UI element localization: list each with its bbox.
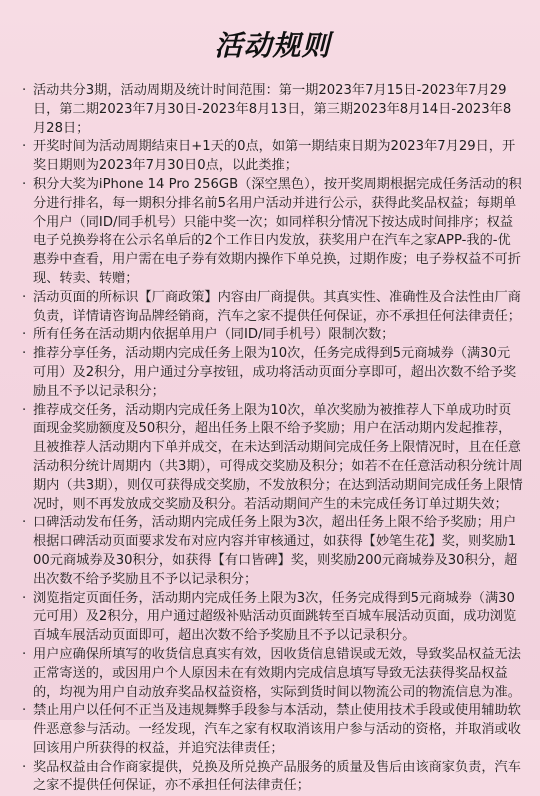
rule-item [22, 345, 523, 401]
bullet-icon: · [22, 327, 27, 343]
rule-text: 浏览指定页面任务，活动期内完成任务上限为3次，任务完成得到5元商城券（满30元可用）及2积分，用户通过超级补贴活动页面跳转至百城车展活动页面，成功浏览百城车展活动页面即可，超出次数不给予奖励且不予以记录积分。 [33, 590, 517, 644]
rule-text: 开奖时间为活动周期结束日+1天的0点，如第一期结束日期为2023年7月29日，开奖日期则为2023年7月30日0点，以此类推； [33, 139, 516, 174]
bullet-icon: · [22, 402, 27, 418]
rule-text: 活动共分3期，活动周期及统计时间范围：第一期2023年7月15日-2023年7月29日，第二期2023年7月30日-2023年8月13日，第三期2023年8月14日-2023年8月28日； [33, 83, 512, 136]
bullet-icon: · [22, 289, 27, 305]
rule-text: 积分大奖为iPhone 14 Pro 256GB（深空黑色），按开奖周期根据完成任务活动的积分进行排名，每一期积分排名前5名用户活动并进行公示，获得此奖品权益；每期单个用户（同ID/同手机号）只能中奖一次；如同样积分情况下按达成时间排序；权益电子兑换券将在公示名单后的2个工作日内发放，获奖用户在汽车之家APP-我的-优惠券中查看，用户需在电子券有效期内操作下单兑换，过期作废；电子券权益不可折现、转卖、转赠； [33, 176, 522, 286]
rules-list [22, 82, 523, 796]
bullet-icon: · [22, 83, 27, 98]
rule-item [22, 402, 523, 515]
bullet-icon: · [22, 759, 27, 775]
rule-item [22, 289, 523, 327]
rule-item [22, 646, 523, 702]
rule-item [22, 326, 523, 345]
rule-text: 奖品权益由合作商家提供，兑换及所兑换产品服务的质量及售后由该商家负责，汽车之家不提供任何保证，亦不承担任何法律责任； [33, 759, 521, 794]
rule-item [22, 759, 523, 796]
rule-text: 推荐成交任务，活动期内完成任务上限为10次，单次奖励为被推荐人下单成功时页面现金奖励额度及50积分，超出任务上限不给予奖励；用户在活动期内发起推荐，且被推荐人活动期内下单并成交，在未达到活动期间完成任务上限情况时，且在任意活动积分统计周期内（共3期），可得成交奖励及积分；如若不在任意活动积分统计周期内（共3期），则仅可获得成交奖励，不发放积分；在达到活动期间完成任务上限情况时，则不再发放成交奖励及积分。若活动期间产生的未完成任务订单过期失效； [33, 402, 523, 512]
rule-item [22, 138, 523, 176]
rule-text: 用户应确保所填写的收货信息真实有效，因收货信息错误或无效，导致奖品权益无法正常寄送的，或因用户个人原因未在有效期内完成信息填写导致无法获得奖品权益的，均视为用户自动放弃奖品权益资格，实际到货时间以物流公司的物流信息为准。 [33, 646, 521, 700]
bullet-icon: · [22, 646, 27, 662]
rule-text: 禁止用户以任何不正当及违规舞弊手段参与本活动，禁止使用技术手段或使用辅助软件恶意参与活动。一经发现，汽车之家有权取消该用户参与活动的资格，并取消或收回该用户所获得的权益，并追究法律责任； [33, 703, 521, 756]
bullet-icon: · [22, 176, 27, 192]
rule-text: 口碑活动发布任务，活动期内完成任务上限为3次，超出任务上限不给予奖励；用户根据口碑活动页面要求发布对应内容并审核通过，如获得【妙笔生花】奖，则奖励100元商城券及30积分，如获得【有口皆碑】奖，则奖励200元商城券及30积分，超出次数不给予奖励且不予以记录积分； [33, 515, 518, 587]
bullet-icon: · [22, 590, 27, 606]
rule-item [22, 590, 523, 646]
bullet-icon: · [22, 139, 27, 155]
bullet-icon: · [22, 515, 27, 531]
rule-text: 所有任务在活动期内依据单用户（同ID/同手机号）限制次数； [33, 327, 395, 343]
rule-item [22, 82, 523, 138]
rule-text: 活动页面的所标识【厂商政策】内容由厂商提供。其真实性、准确性及合法性由厂商负责，详情请咨询品牌经销商，汽车之家不提供任何保证，亦不承担任何法律责任； [33, 289, 521, 324]
page-title: 活动规则 [214, 29, 331, 62]
rule-item [22, 176, 523, 289]
rule-item [22, 702, 523, 758]
bullet-icon: · [22, 346, 27, 362]
rule-text: 推荐分享任务，活动期内完成任务上限为10次，任务完成得到5元商城券（满30元可用）及2积分，用户通过分享按钮，成功将活动页面分享即可，超出次数不给予奖励且不予以记录积分； [33, 346, 517, 399]
rule-item [22, 514, 523, 589]
bullet-icon: · [22, 703, 27, 719]
